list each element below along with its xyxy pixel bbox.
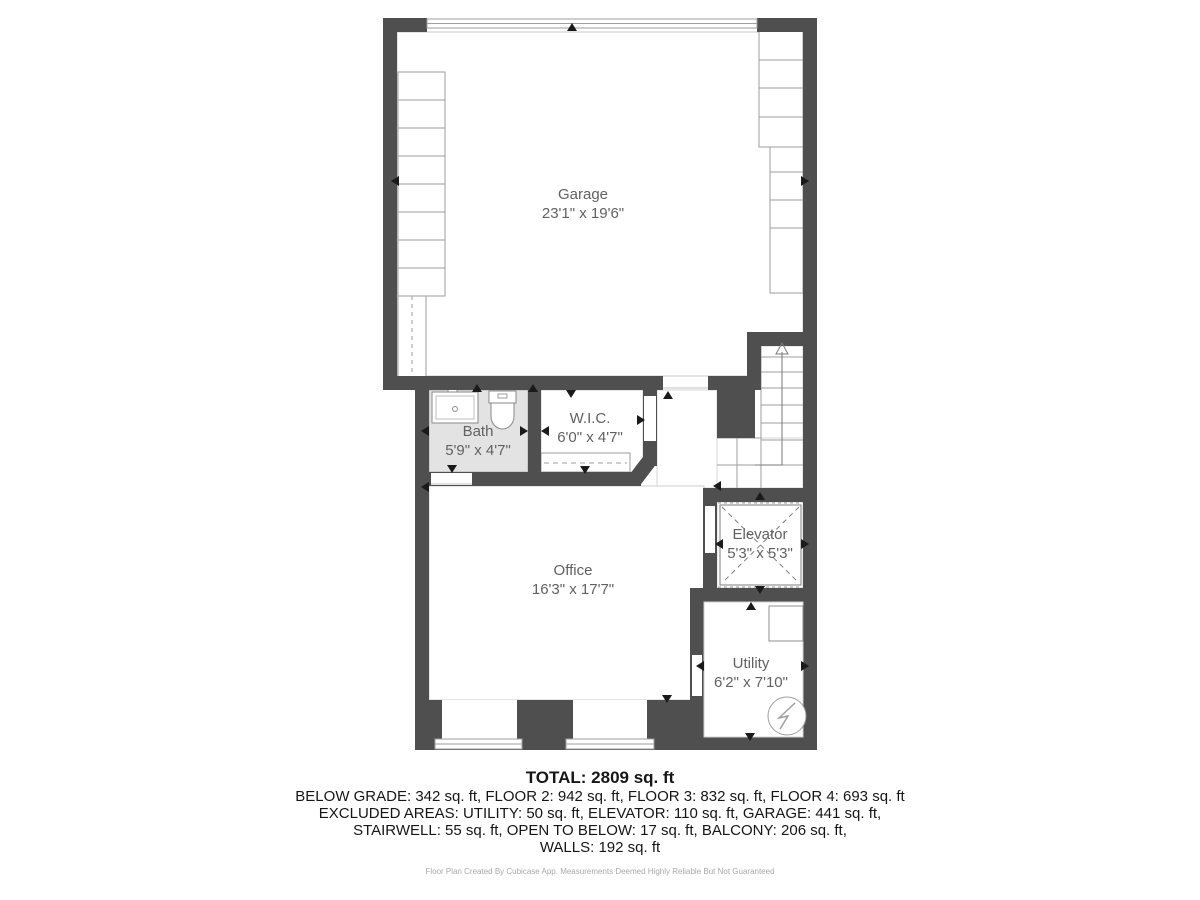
walls-area: WALLS: 192 sq. ft xyxy=(539,839,661,856)
room-label-wic xyxy=(557,409,623,447)
sink xyxy=(432,392,478,423)
room-name: Elevator xyxy=(732,526,788,543)
room-name: Garage xyxy=(557,186,609,203)
excluded-areas-2: STAIRWELL: 55 sq. ft, OPEN TO BELOW: 17 sq. ft, BALCONY: 206 sq. ft, xyxy=(353,822,847,839)
room-label-garage xyxy=(542,185,624,223)
disclaimer-text: Floor Plan Created By Cubicase App. Measurements Deemed Highly Reliable But Not Guaranteed xyxy=(425,867,775,876)
room-name: Office xyxy=(553,562,593,579)
water-heater xyxy=(769,606,803,641)
room-dims: 6'0" x 4'7" xyxy=(557,429,623,446)
garage-door xyxy=(427,19,757,28)
bay-window-left xyxy=(442,700,517,740)
utility-door-opening xyxy=(692,655,702,696)
elevator-door-opening xyxy=(705,506,715,553)
room-name: W.I.C. xyxy=(569,410,611,427)
total-area: TOTAL: 2809 sq. ft xyxy=(525,768,675,787)
area-summary xyxy=(0,768,1200,856)
hallway-floor xyxy=(657,390,717,488)
bay-window-right xyxy=(573,700,647,740)
room-label-elevator xyxy=(727,525,793,563)
wic-door-opening xyxy=(644,396,656,441)
room-dims: 6'2" x 7'10" xyxy=(714,674,788,691)
floor-areas: BELOW GRADE: 342 sq. ft, FLOOR 2: 942 sq. ft, FLOOR 3: 832 sq. ft, FLOOR 4: 693 sq. ft xyxy=(295,788,905,805)
bath-door-opening xyxy=(431,473,472,485)
room-label-office xyxy=(532,561,614,599)
right-shelving-lower xyxy=(770,147,803,293)
stair-winder-floor xyxy=(717,438,803,488)
room-dims: 5'9" x 4'7" xyxy=(445,442,511,459)
room-dims: 5'3" x 5'3" xyxy=(727,545,793,562)
room-name: Utility xyxy=(732,655,770,672)
room-dims: 16'3" x 17'7" xyxy=(531,581,615,598)
excluded-areas-1: EXCLUDED AREAS: UTILITY: 50 sq. ft, ELEVATOR: 110 sq. ft, GARAGE: 441 sq. ft, xyxy=(318,805,882,822)
electrical-symbol-icon xyxy=(768,697,806,735)
room-dims: 23'1" x 19'6" xyxy=(541,205,625,222)
room-label-bath xyxy=(445,422,511,460)
room-name: Bath xyxy=(462,423,494,440)
room-label-utility xyxy=(714,654,788,692)
garage-hall-opening xyxy=(663,377,708,389)
